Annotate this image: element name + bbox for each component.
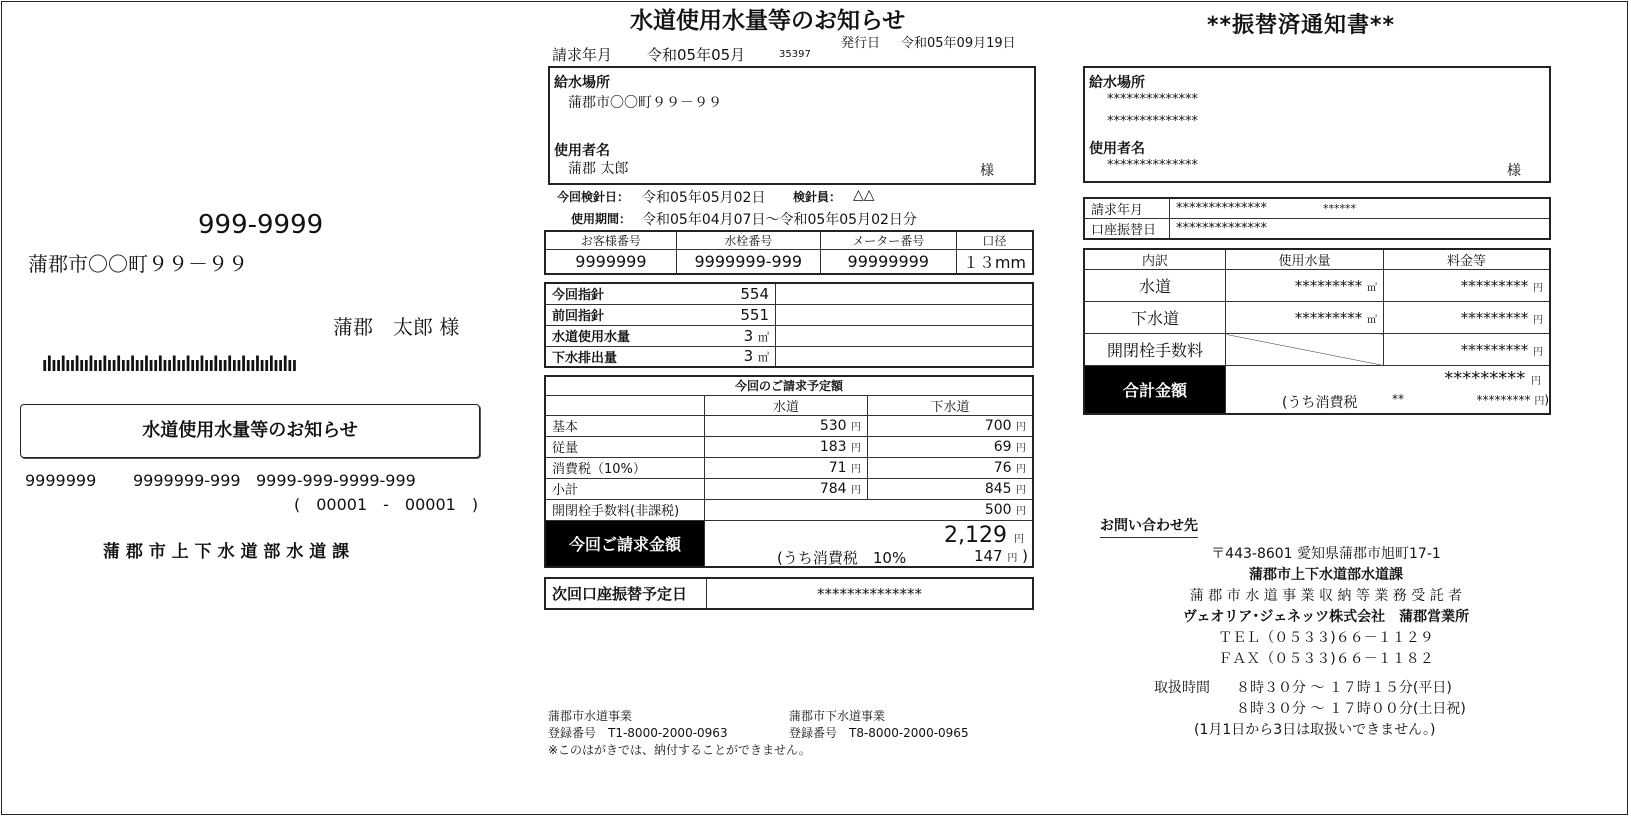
hours-label: 取扱時間 — [1154, 680, 1210, 696]
charges-header: 下水道 — [868, 395, 1034, 415]
next-transfer-label: 次回口座振替予定日 — [545, 578, 707, 609]
hours-note: (1月1日から3日は取扱いできません。) — [1194, 722, 1436, 738]
water-charge: 530 円 — [705, 415, 868, 436]
sewer-charge: 845 円 — [868, 478, 1034, 499]
bill-month: 令和05年05月 — [647, 46, 746, 64]
water-business-name: 蒲郡市水道事業 — [548, 709, 633, 723]
bill-month-label: 請求年月 — [1084, 198, 1170, 219]
breakdown-amount: ********* 円 — [1384, 302, 1551, 334]
id-table — [544, 230, 1034, 275]
transfer-supply-box — [1083, 66, 1551, 183]
contact-department: 蒲郡市上下水道部水道課 — [1249, 567, 1403, 583]
charge-label: 消費税（10%） — [545, 457, 705, 478]
contact-block — [1096, 544, 1556, 670]
transfer-tax-label: (うち消費税 — [1282, 395, 1358, 411]
issue-date: 令和05年09月19日 — [901, 36, 1016, 51]
issue-date-label: 発行日 — [841, 36, 881, 51]
breakdown-label: 下水道 — [1084, 302, 1226, 334]
transfer-user-label: 使用者名 — [1089, 141, 1145, 157]
postal-barcode: ılıılıılıılıılıılıılıılıılıılıılıılıılıılıılıılıılıılıı — [42, 352, 297, 376]
transfer-tax-rate: ** — [1392, 392, 1404, 406]
open-fee: 500 円 — [705, 499, 1034, 520]
sequence-number: ( 00001 - 00001 ) — [294, 495, 479, 514]
contact-contractor-role: 蒲 郡 市 水 道 事 業 収 納 等 業 務 受 託 者 — [1189, 588, 1463, 604]
reading-value: 3 ㎥ — [708, 325, 776, 346]
charges-title: 今回のご請求予定額 — [545, 376, 1033, 395]
water-charge: 183 円 — [705, 436, 868, 457]
charge-label: 小計 — [545, 478, 705, 499]
period-label: 使用期間： — [571, 212, 632, 226]
transfer-supply-1: ************** — [1107, 92, 1198, 107]
water-business-reg: 登録番号 T1-8000-2000-0963 — [548, 726, 728, 740]
notice-title: 水道使用水量等のお知らせ — [142, 420, 358, 441]
tax-amount: 147 — [973, 546, 1003, 565]
hours-weekend: ８時３０分 ～ １７時００分(土日祝) — [1236, 701, 1466, 717]
breakdown-header: 内訳 — [1084, 249, 1226, 270]
contact-address: 〒443-8601 愛知県蒲郡市旭町17-1 — [1211, 546, 1441, 562]
transfer-supply-label: 給水場所 — [1089, 75, 1145, 91]
issuer-office: 蒲 郡 市 上 下 水 道 部 水 道 課 — [103, 542, 350, 562]
sewer-business-reg: 登録番号 T8-8000-2000-0965 — [789, 726, 969, 740]
water-charge: 71 円 — [705, 457, 868, 478]
water-charge: 784 円 — [705, 478, 868, 499]
readings-table — [544, 282, 1034, 368]
transfer-date: ************** — [1170, 219, 1551, 240]
breakdown-amount: ********* 円 — [1384, 334, 1551, 366]
contact-label: お問い合わせ先 — [1100, 515, 1198, 538]
charge-label: 従量 — [545, 436, 705, 457]
account-code: 9999-999-9999-999 — [256, 471, 416, 490]
reading-label: 下水排出量 — [545, 346, 708, 367]
id-value: 9999999 — [545, 250, 676, 275]
next-transfer-date: ************** — [707, 578, 1034, 609]
reading-date: 令和05年05月02日 — [642, 190, 766, 206]
breakdown-header: 料金等 — [1384, 249, 1551, 270]
bill-code: 35397 — [779, 49, 811, 60]
inspector-label: 検針員： — [793, 190, 842, 204]
supply-place: 蒲郡市〇〇町９９－９９ — [568, 95, 722, 111]
open-fee-label: 開閉栓手数料(非課税) — [545, 499, 705, 520]
bill-month-label: 請求年月 — [552, 46, 613, 64]
reading-label: 今回指針 — [545, 283, 708, 304]
sewer-business-name: 蒲郡市下水道事業 — [789, 709, 886, 723]
tax-label: (うち消費税 10% — [777, 548, 907, 567]
notice-main-title: 水道使用水量等のお知らせ — [630, 8, 906, 34]
breakdown-amount: ********* 円 — [1384, 270, 1551, 302]
reading-value: 551 — [708, 304, 776, 325]
supply-info-box — [548, 66, 1036, 185]
user-name-label: 使用者名 — [554, 143, 610, 159]
id-header: お客様番号 — [545, 231, 676, 250]
charges-header: 水道 — [705, 395, 868, 415]
meter-number: 9999999-999 — [133, 471, 241, 490]
sewer-charge: 69 円 — [868, 436, 1034, 457]
total-amount: 2,129 — [944, 522, 1007, 548]
transfer-user-name: ************** — [1107, 158, 1198, 173]
supply-place-label: 給水場所 — [554, 75, 610, 91]
transfer-honorific: 様 — [1507, 163, 1521, 179]
charge-label: 基本 — [545, 415, 705, 436]
transfer-notice-title: **振替済通知書** — [1207, 13, 1396, 38]
recipient-address: 蒲郡市〇〇町９９－９９ — [28, 252, 248, 276]
recipient-name: 蒲郡 太郎 様 — [333, 315, 460, 339]
reading-value: 554 — [708, 283, 776, 304]
breakdown-qty-empty — [1226, 334, 1384, 366]
reading-label: 水道使用水量 — [545, 325, 708, 346]
reading-date-label: 今回検針日： — [557, 190, 630, 204]
id-header: 口径 — [956, 231, 1033, 250]
transfer-breakdown-table — [1083, 248, 1551, 415]
next-transfer-table — [544, 577, 1034, 610]
transfer-total-cell: ********* 円 (うち消費税 ** ********* 円) — [1226, 366, 1551, 414]
sewer-charge: 76 円 — [868, 457, 1034, 478]
breakdown-label: 水道 — [1084, 270, 1226, 302]
total-cell: 2,129 円 (うち消費税 10% 147 円 ) — [705, 520, 1034, 567]
notice-title-box — [20, 404, 480, 458]
sewer-charge: 700 円 — [868, 415, 1034, 436]
postal-code: 999-9999 — [198, 210, 324, 240]
inspector: △△ — [853, 187, 875, 203]
id-value: 99999999 — [820, 250, 956, 275]
transfer-total-label: 合計金額 — [1084, 366, 1226, 414]
contact-tel: ＴＥＬ（０５３３)６６－１１２９ — [1218, 630, 1434, 646]
transfer-supply-2: ************** — [1107, 114, 1198, 129]
total-label: 今回ご請求金額 — [545, 520, 705, 567]
user-name: 蒲郡 太郎 — [568, 161, 629, 177]
bill-month-value: ************** ****** — [1170, 198, 1551, 219]
charges-table — [544, 375, 1034, 568]
transfer-info-table — [1083, 197, 1551, 240]
id-header: メーター番号 — [820, 231, 956, 250]
reading-label: 前回指針 — [545, 304, 708, 325]
breakdown-qty: ********* ㎥ — [1226, 270, 1384, 302]
contact-fax: ＦＡＸ（０５３３)６６－１１８２ — [1218, 651, 1434, 667]
id-value: １３mm — [956, 250, 1033, 275]
breakdown-label: 開閉栓手数料 — [1084, 334, 1226, 366]
hours-weekday: ８時３０分 ～ １７時１５分(平日) — [1236, 680, 1452, 696]
id-value: 9999999-999 — [676, 250, 820, 275]
usage-period: 令和05年04月07日～令和05年05月02日分 — [642, 212, 917, 228]
honorific: 様 — [980, 163, 994, 179]
id-header: 水栓番号 — [676, 231, 820, 250]
transfer-date-label: 口座振替日 — [1084, 219, 1170, 240]
contact-company: ヴェオリア･ジェネッツ株式会社 蒲郡営業所 — [1182, 609, 1470, 625]
transfer-tax: ********* — [1476, 393, 1531, 407]
customer-number: 9999999 — [25, 471, 97, 490]
footer-note: ※このはがきでは、納付することができません。 — [548, 743, 811, 757]
reading-value: 3 ㎥ — [708, 346, 776, 367]
breakdown-qty: ********* ㎥ — [1226, 302, 1384, 334]
transfer-total-amount: ********* — [1444, 368, 1526, 389]
breakdown-header: 使用水量 — [1226, 249, 1384, 270]
